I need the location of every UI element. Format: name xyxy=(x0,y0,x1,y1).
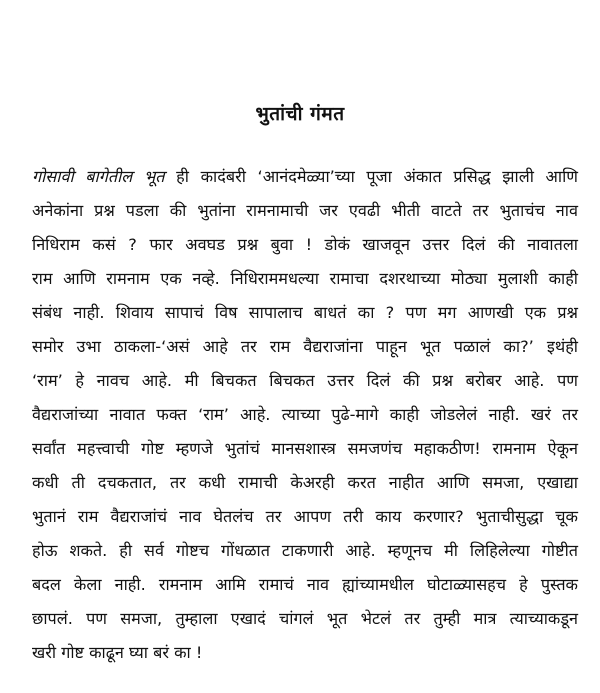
text-line xyxy=(32,160,578,194)
text-line: कधी ती दचकतात, तर कधी रामाची केअरही करत नाहीत आणि समजा, एखाद्या xyxy=(32,473,578,492)
text-line: सर्वांत महत्त्वाची गोष्ट म्हणजे भुतांचं मानसशास्त्र समजणंच महाकठीण! रामनाम ऐकून xyxy=(32,439,578,458)
text-line-last: खरी गोष्ट काढून घ्या बरं का ! xyxy=(32,643,203,662)
page-title: भुतांची गंमत xyxy=(255,103,345,125)
text-line-content: ही कादंबरी ‘आनंदमेळ्या’च्या पूजा अंकात प्रसिद्ध झाली आणि xyxy=(164,167,578,186)
text-line: छापलं. पण समजा, तुम्हाला एखादं चांगलं भूत भेटलं तर तुम्ही मात्र त्याच्याकडून xyxy=(32,609,578,628)
text-line: वैद्यराजांच्या नावात फक्त ‘राम’ आहे. त्याच्या पुढे-मागे काही जोडलेलं नाही. खरं तर xyxy=(32,405,578,424)
text-line: राम आणि रामनाम एक नव्हे. निधिराममधल्या रामाचा दशरथाच्या मोठ्या मुलाशी काही xyxy=(32,269,578,288)
text-line: समोर उभा ठाकला-‘असं आहे तर राम वैद्यराजांना पाहून भूत पळालं का?’ इथंही xyxy=(32,337,578,356)
text-line: अनेकांना प्रश्न पडला की भुतांना रामनामाची जर एवढी भीती वाटते तर भुताचंच नाव xyxy=(32,201,578,220)
text-line: निधिराम कसं ? फार अवघड प्रश्न बुवा ! डोकं खाजवून उत्तर दिलं की नावातला xyxy=(32,235,578,254)
text-line: होऊ शकते. ही सर्व गोष्टच गोंधळात टाकणारी आहे. म्हणूनच मी लिहिलेल्या गोष्टीत xyxy=(32,541,578,560)
text-line: भुतानं राम वैद्यराजांचं नाव घेतलंच तर आपण तरी काय करणार? भुताचीसुद्धा चूक xyxy=(32,507,578,526)
text-line: बदल केला नाही. रामनाम आमि रामाचं नाव ह्यांच्यामधील घोटाळ्यासहच हे पुस्तक xyxy=(32,575,578,594)
text-line: ‘राम’ हे नावच आहे. मी बिचकत बिचकत उत्तर दिलं की प्रश्न बरोबर आहे. पण xyxy=(32,371,578,390)
book-title-italic: गोसावी बागेतील भूत xyxy=(32,167,165,186)
text-line: संबंध नाही. शिवाय सापाचं विष सापालाच बाधतं का ? पण मग आणखी एक प्रश्न xyxy=(32,303,578,322)
body-paragraph xyxy=(32,160,578,670)
